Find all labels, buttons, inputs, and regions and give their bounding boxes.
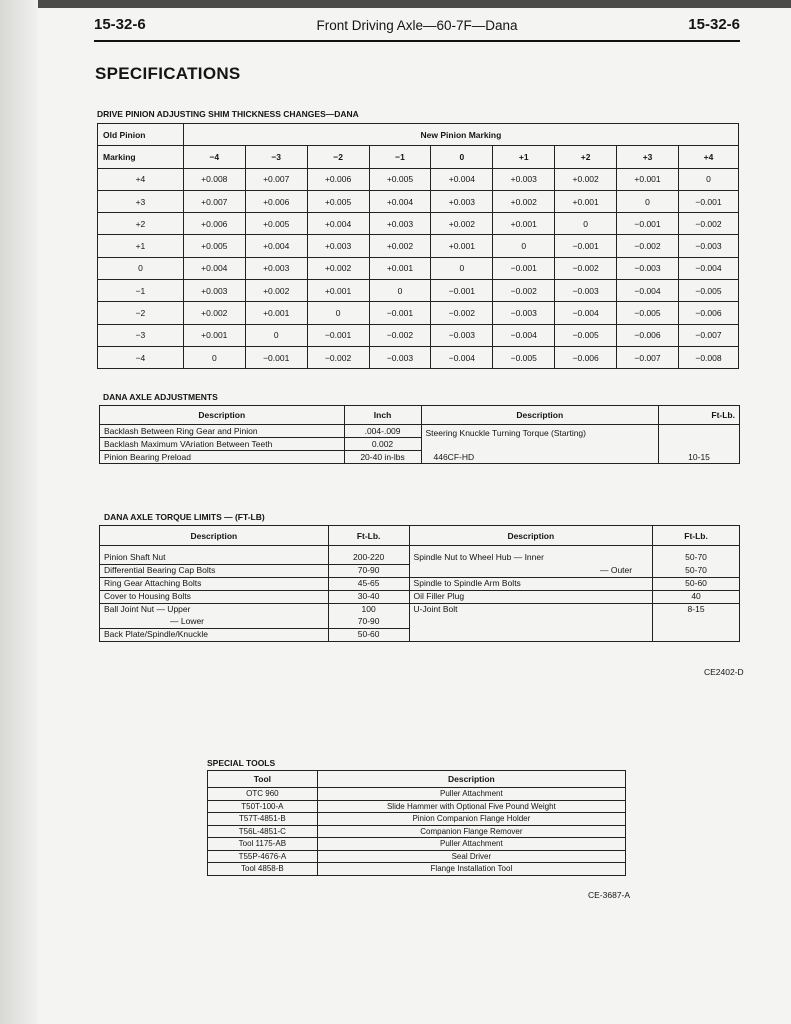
torque-cell: 30-40	[328, 591, 409, 604]
shim-value-cell: −0.002	[369, 324, 431, 346]
shim-value-cell: −0.002	[307, 346, 369, 368]
torque-cell: Pinion Shaft Nut	[100, 546, 329, 565]
table-row	[208, 800, 626, 813]
torque-cell: 70-90	[328, 565, 409, 578]
torque-cell: 200-220	[328, 546, 409, 565]
tool-number-cell: OTC 960	[208, 788, 318, 801]
new-marking-col-header: +3	[617, 146, 679, 168]
torque-caption: DANA AXLE TORQUE LIMITS — (FT-LB)	[104, 512, 265, 522]
table-row	[98, 168, 739, 190]
shim-value-cell: −0.006	[555, 346, 617, 368]
shim-value-cell: 0	[617, 190, 679, 212]
shim-value-cell: +0.008	[183, 168, 245, 190]
torque-cell: Ring Gear Attaching Bolts	[100, 578, 329, 591]
shim-value-cell: −0.004	[678, 257, 738, 279]
torque-cell: Ball Joint Nut — Upper	[100, 604, 329, 617]
section-title: SPECIFICATIONS	[95, 64, 241, 83]
adj-cell	[659, 425, 740, 451]
shim-value-cell: −0.008	[678, 346, 738, 368]
shim-value-cell: +0.006	[183, 213, 245, 235]
shim-value-cell: −0.004	[493, 324, 555, 346]
shim-value-cell: −0.003	[369, 346, 431, 368]
shim-value-cell: −0.001	[245, 346, 307, 368]
shim-value-cell: 0	[183, 346, 245, 368]
table-row	[98, 257, 739, 279]
shim-value-cell: −0.004	[431, 346, 493, 368]
scan-edge	[0, 0, 791, 8]
torque-header-ftlb-1: Ft-Lb.	[328, 526, 409, 546]
tool-description-cell: Companion Flange Remover	[317, 825, 625, 838]
table-row	[100, 591, 740, 604]
adjustments-table	[99, 405, 740, 464]
old-marking-cell: −1	[98, 280, 184, 302]
new-marking-col-header: −3	[245, 146, 307, 168]
shim-value-cell: +0.005	[369, 168, 431, 190]
running-title: Front Driving Axle—60-7F—Dana	[316, 18, 518, 33]
torque-header-ftlb-2: Ft-Lb.	[653, 526, 740, 546]
shim-value-cell: −0.001	[369, 302, 431, 324]
figure-code-torque: CE2402-D	[704, 667, 744, 677]
shim-value-cell: +0.003	[245, 257, 307, 279]
shim-value-cell: +0.003	[493, 168, 555, 190]
page-header	[94, 14, 740, 42]
tools-header-tool: Tool	[208, 771, 318, 788]
shim-value-cell: +0.004	[307, 213, 369, 235]
shim-value-cell: −0.007	[617, 346, 679, 368]
new-marking-col-header: −1	[369, 146, 431, 168]
figure-code-tools: CE-3687-A	[588, 890, 631, 900]
old-marking-cell: +1	[98, 235, 184, 257]
shim-value-cell: +0.001	[245, 302, 307, 324]
adj-cell: 10-15	[659, 451, 740, 464]
torque-cell: 8-15	[653, 604, 740, 642]
shim-value-cell: −0.002	[617, 235, 679, 257]
torque-header-description-2: Description	[409, 526, 653, 546]
shim-value-cell: −0.006	[678, 302, 738, 324]
shim-value-cell: 0	[307, 302, 369, 324]
shim-value-cell: +0.007	[183, 190, 245, 212]
old-pinion-header: Old Pinion	[98, 124, 184, 146]
torque-cell: — Lower	[100, 616, 329, 629]
page-number-left: 15-32-6	[94, 16, 146, 33]
shim-value-cell: −0.003	[617, 257, 679, 279]
table-row	[100, 578, 740, 591]
binding-shadow	[0, 0, 38, 1024]
new-marking-col-header: +2	[555, 146, 617, 168]
shim-value-cell: +0.003	[307, 235, 369, 257]
adjustments-caption: DANA AXLE ADJUSTMENTS	[103, 392, 218, 402]
old-marking-cell: −4	[98, 346, 184, 368]
torque-cell: 40	[653, 591, 740, 604]
shim-value-cell: −0.001	[493, 257, 555, 279]
torque-cell: 50-70	[653, 565, 740, 578]
table-row	[208, 850, 626, 863]
shim-value-cell: +0.005	[245, 213, 307, 235]
torque-cell: — Outer	[409, 565, 653, 578]
tool-description-cell: Pinion Companion Flange Holder	[317, 813, 625, 826]
shim-value-cell: −0.004	[617, 280, 679, 302]
tool-number-cell: T55P-4676-A	[208, 850, 318, 863]
new-marking-col-header: +4	[678, 146, 738, 168]
table-row	[100, 565, 740, 578]
table-row	[98, 235, 739, 257]
shim-value-cell: +0.003	[183, 280, 245, 302]
shim-value-cell: −0.004	[555, 302, 617, 324]
adj-cell: 0.002	[344, 438, 421, 451]
shim-value-cell: +0.002	[245, 280, 307, 302]
shim-thickness-table	[97, 123, 739, 369]
table-row	[208, 813, 626, 826]
shim-value-cell: +0.004	[245, 235, 307, 257]
shim-value-cell: +0.006	[307, 168, 369, 190]
page-number-right: 15-32-6	[688, 16, 740, 33]
table-row	[208, 863, 626, 876]
special-tools-table	[207, 770, 626, 876]
shim-value-cell: −0.001	[678, 190, 738, 212]
tool-description-cell: Seal Driver	[317, 850, 625, 863]
shim-value-cell: −0.005	[493, 346, 555, 368]
shim-value-cell: −0.001	[431, 280, 493, 302]
torque-cell: Back Plate/Spindle/Knuckle	[100, 629, 329, 642]
table-row	[208, 825, 626, 838]
table-row	[208, 838, 626, 851]
tool-number-cell: T56L-4851-C	[208, 825, 318, 838]
shim-value-cell: +0.001	[431, 235, 493, 257]
table-row	[100, 604, 740, 617]
tool-number-cell: Tool 1175-AB	[208, 838, 318, 851]
shim-value-cell: +0.005	[183, 235, 245, 257]
table-row	[100, 546, 740, 565]
shim-value-cell: +0.002	[307, 257, 369, 279]
adj-header-ftlb: Ft-Lb.	[659, 406, 740, 425]
torque-cell: 50-70	[653, 546, 740, 565]
shim-value-cell: 0	[431, 257, 493, 279]
tool-description-cell: Puller Attachment	[317, 838, 625, 851]
table-row	[98, 280, 739, 302]
shim-value-cell: 0	[245, 324, 307, 346]
new-marking-col-header: −4	[183, 146, 245, 168]
new-marking-col-header: 0	[431, 146, 493, 168]
shim-value-cell: −0.002	[431, 302, 493, 324]
new-marking-col-header: +1	[493, 146, 555, 168]
shim-value-cell: +0.007	[245, 168, 307, 190]
adj-header-inch: Inch	[344, 406, 421, 425]
shim-value-cell: −0.001	[555, 235, 617, 257]
old-marking-cell: +2	[98, 213, 184, 235]
shim-value-cell: −0.005	[678, 280, 738, 302]
torque-cell: Spindle Nut to Wheel Hub — Inner	[409, 546, 653, 565]
shim-value-cell: +0.002	[369, 235, 431, 257]
shim-value-cell: −0.005	[555, 324, 617, 346]
torque-cell: Oil Filler Plug	[409, 591, 653, 604]
shim-value-cell: −0.003	[493, 302, 555, 324]
special-tools-caption: SPECIAL TOOLS	[207, 758, 276, 768]
tool-description-cell: Puller Attachment	[317, 788, 625, 801]
adj-cell: Backlash Maximum VAriation Between Teeth	[100, 438, 345, 451]
shim-value-cell: +0.001	[617, 168, 679, 190]
shim-value-cell: +0.002	[431, 213, 493, 235]
shim-value-cell: −0.002	[493, 280, 555, 302]
torque-limits-table	[99, 525, 740, 642]
shim-value-cell: +0.005	[307, 190, 369, 212]
old-marking-cell: 0	[98, 257, 184, 279]
adj-header-description-1: Description	[100, 406, 345, 425]
shim-value-cell: +0.002	[183, 302, 245, 324]
shim-value-cell: +0.004	[369, 190, 431, 212]
old-marking-cell: −2	[98, 302, 184, 324]
torque-cell: 100	[328, 604, 409, 617]
shim-table-caption: DRIVE PINION ADJUSTING SHIM THICKNESS CHANGES—DANA	[97, 109, 359, 119]
old-marking-cell: +3	[98, 190, 184, 212]
shim-value-cell: −0.005	[617, 302, 679, 324]
shim-value-cell: 0	[369, 280, 431, 302]
table-row	[98, 302, 739, 324]
shim-value-cell: −0.001	[617, 213, 679, 235]
shim-value-cell: 0	[555, 213, 617, 235]
table-row	[98, 213, 739, 235]
shim-value-cell: −0.007	[678, 324, 738, 346]
torque-cell: U-Joint Bolt	[409, 604, 653, 642]
torque-header-description-1: Description	[100, 526, 329, 546]
new-pinion-header: New Pinion Marking	[183, 124, 738, 146]
new-marking-col-header: −2	[307, 146, 369, 168]
shim-value-cell: +0.001	[493, 213, 555, 235]
adj-cell: Pinion Bearing Preload	[100, 451, 345, 464]
shim-value-cell: +0.002	[493, 190, 555, 212]
shim-value-cell: −0.001	[307, 324, 369, 346]
shim-value-cell: −0.003	[431, 324, 493, 346]
table-row	[100, 425, 740, 438]
shim-value-cell: +0.002	[555, 168, 617, 190]
table-row	[98, 190, 739, 212]
shim-value-cell: −0.003	[678, 235, 738, 257]
adj-header-description-2: Description	[421, 406, 659, 425]
torque-cell: Cover to Housing Bolts	[100, 591, 329, 604]
shim-value-cell: +0.001	[307, 280, 369, 302]
torque-cell: 50-60	[328, 629, 409, 642]
torque-cell: Differential Bearing Cap Bolts	[100, 565, 329, 578]
shim-value-cell: +0.006	[245, 190, 307, 212]
torque-cell: 45-65	[328, 578, 409, 591]
shim-value-cell: −0.002	[678, 213, 738, 235]
shim-value-cell: +0.001	[555, 190, 617, 212]
adj-cell: .004-.009	[344, 425, 421, 438]
table-row	[208, 788, 626, 801]
table-row	[100, 451, 740, 464]
shim-value-cell: +0.001	[183, 324, 245, 346]
shim-value-cell: +0.003	[369, 213, 431, 235]
tool-number-cell: T57T-4851-B	[208, 813, 318, 826]
tools-header-description: Description	[317, 771, 625, 788]
shim-value-cell: 0	[493, 235, 555, 257]
shim-value-cell: −0.002	[555, 257, 617, 279]
shim-value-cell: +0.004	[183, 257, 245, 279]
old-marking-cell: +4	[98, 168, 184, 190]
torque-cell: Spindle to Spindle Arm Bolts	[409, 578, 653, 591]
shim-value-cell: +0.003	[431, 190, 493, 212]
adj-cell: 20-40 in-lbs	[344, 451, 421, 464]
shim-value-cell: +0.001	[369, 257, 431, 279]
torque-cell: 70-90	[328, 616, 409, 629]
old-marking-cell: −3	[98, 324, 184, 346]
adj-cell: 446CF-HD	[421, 451, 659, 464]
adj-cell: Steering Knuckle Turning Torque (Starting)	[421, 425, 659, 451]
tool-number-cell: T50T-100-A	[208, 800, 318, 813]
tool-number-cell: Tool 4858-B	[208, 863, 318, 876]
torque-cell: 50-60	[653, 578, 740, 591]
tool-description-cell: Flange Installation Tool	[317, 863, 625, 876]
tool-description-cell: Slide Hammer with Optional Five Pound Weight	[317, 800, 625, 813]
adj-cell: Backlash Between Ring Gear and Pinion	[100, 425, 345, 438]
table-row	[98, 324, 739, 346]
table-row	[98, 346, 739, 368]
shim-value-cell: −0.003	[555, 280, 617, 302]
shim-value-cell: +0.004	[431, 168, 493, 190]
shim-value-cell: −0.006	[617, 324, 679, 346]
shim-value-cell: 0	[678, 168, 738, 190]
marking-header: Marking	[98, 146, 184, 168]
